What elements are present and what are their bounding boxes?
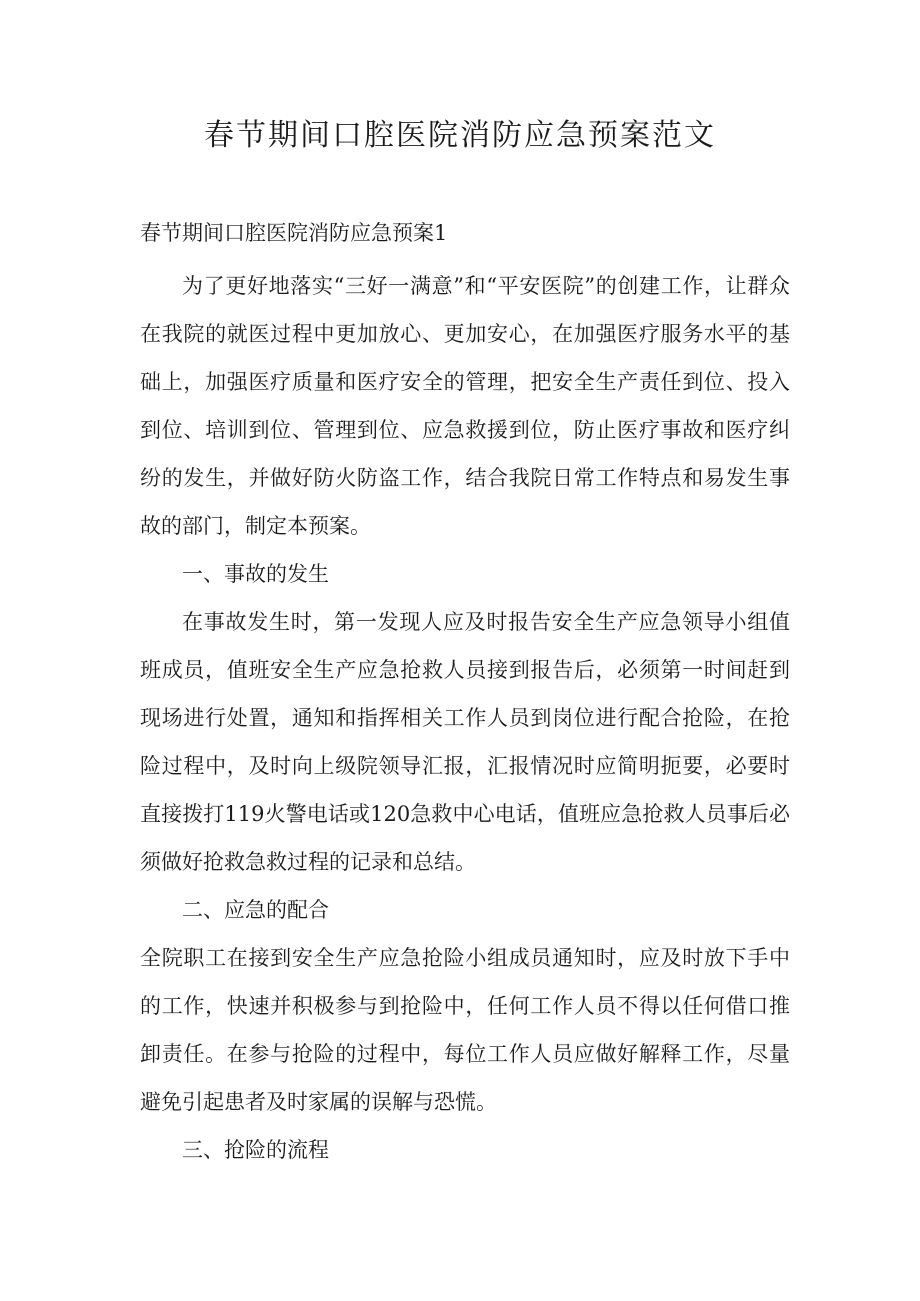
document-subtitle: 春节期间口腔医院消防应急预案1 [140,221,448,245]
document-title: 春节期间口腔医院消防应急预案范文 [204,118,716,153]
section-heading-2: 二、应急的配合 [182,898,329,922]
section-heading-1: 一、事故的发生 [182,562,329,586]
section-1-paragraph: 在事故发生时，第一发现人应及时报告安全生产应急领导小组值班成员，值班安全生产应急抢救人员接到报告后，必须第一时间赶到现场进行处置，通知和指挥相关工作人员到岗位进行配合抢险，在抢险过程中，及时向上级院领导汇报，汇报情况时应简明扼要，必要时直接拨打119火警电话或120急救中心电话，值班应急抢救人员事后必须做好抢救急救过程的记录和总结。 [140,610,790,874]
section-2-paragraph: 全院职工在接到安全生产应急抢险小组成员通知时，应及时放下手中的工作，快速并积极参与到抢险中，任何工作人员不得以任何借口推卸责任。在参与抢险的过程中，每位工作人员应做好解释工作，尽量避免引起患者及时家属的误解与恐慌。 [140,946,790,1114]
document-body [140,262,790,1174]
section-heading-3: 三、抢险的流程 [182,1138,329,1162]
intro-paragraph: 为了更好地落实“三好一满意”和“平安医院”的创建工作，让群众在我院的就医过程中更加放心、更加安心，在加强医疗服务水平的基础上，加强医疗质量和医疗安全的管理，把安全生产责任到位、投入到位、培训到位、管理到位、应急救援到位，防止医疗事故和医疗纠纷的发生，并做好防火防盗工作，结合我院日常工作特点和易发生事故的部门，制定本预案。 [140,274,790,538]
